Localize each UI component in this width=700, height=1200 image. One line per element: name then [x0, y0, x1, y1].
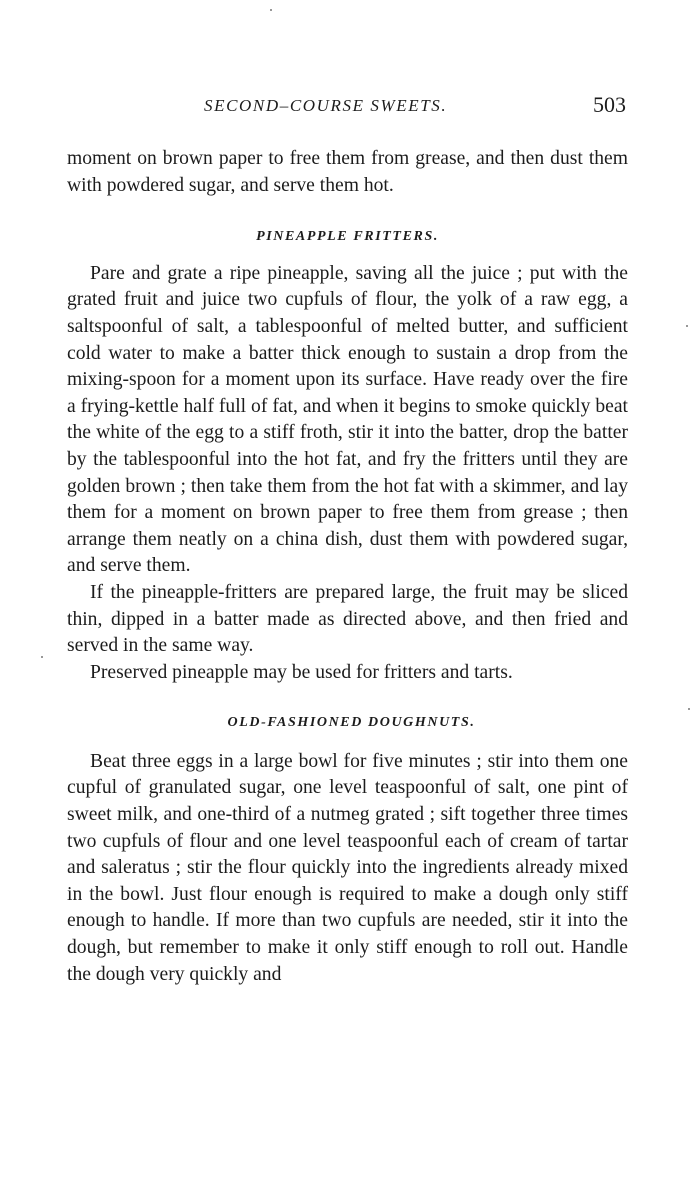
section-title-pineapple-fritters: PINEAPPLE FRITTERS.: [256, 229, 439, 245]
paragraph: If the pineapple-fritters are prepared large, the fruit may be sliced thin, dipped in a batter made as directed above, and then fried and served in the same way.: [67, 581, 628, 657]
paragraph: Beat three eggs in a large bowl for five minutes ; stir into them one cupful of granulated sugar, one level teaspoonful of salt, one pint of sweet milk, and one-third of a nutmeg grated ; sift together three times two cupfuls of flour and one level teaspoonful each of cream of tartar and saleratus ; stir the flour quickly into the ingredients already mixed in the bowl. Just flour enough is required to make a dough only stiff enough to handle. If more than two cupfuls are needed, stir it into the dough, but remember to make it only stiff enough to roll out. Handle the dough very quickly and: [67, 750, 628, 985]
section-title-old-fashioned-doughnuts: OLD-FASHIONED DOUGHNUTS.: [227, 715, 476, 731]
paragraph: Preserved pineapple may be used for fritters and tarts.: [90, 661, 513, 683]
running-head: SECOND–COURSE SWEETS.: [204, 96, 448, 115]
paragraph: Pare and grate a ripe pineapple, saving all the juice ; put with the grated fruit and juice two cupfuls of flour, the yolk of a raw egg, a saltspoonful of salt, a tablespoonful of melted butter, and sufficient cold water to make a batter thick enough to sustain a drop from the mixing-spoon for a moment upon its surface. Have ready over the fire a frying-kettle half full of fat, and when it begins to smoke quickly beat the white of the egg to a stiff froth, stir it into the batter, drop the batter by the tablespoonful into the hot fat, and fry the fritters until they are golden brown ; then take them from the hot fat with a skimmer, and lay them for a moment on brown paper to free them from grease ; then arrange them neatly on a china dish, dust them with powdered sugar, and serve them.: [67, 262, 628, 577]
paper-speck: [270, 9, 272, 11]
paper-speck: [688, 708, 690, 710]
paper-speck: [686, 325, 688, 327]
paper-speck: [41, 656, 43, 658]
page-number: 503: [593, 92, 626, 117]
page-body: [67, 146, 628, 988]
page-header: [66, 92, 628, 122]
continuation-paragraph: moment on brown paper to free them from grease, and then dust them with powdered sugar, and serve them hot.: [67, 148, 628, 196]
